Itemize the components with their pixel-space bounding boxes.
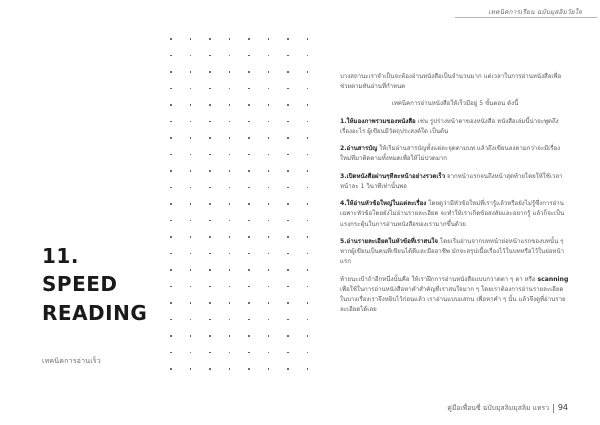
grid-dot (268, 368, 270, 370)
grid-dot (209, 335, 211, 337)
grid-dot (307, 236, 309, 238)
page-footer (447, 402, 568, 413)
grid-dot (307, 38, 309, 40)
step-text: เช่น รูปร่างหน้าตาของหนังสือ หนังสือเล่มนี้น่าจะพูดถึงเรื่องอะไร ผู้เขียนมีวัตถุประสงค์ใด เป็นต้น (340, 117, 559, 135)
grid-dot (170, 55, 172, 57)
grid-dot (170, 121, 172, 123)
grid-dot (209, 71, 211, 73)
grid-dot (190, 71, 192, 73)
grid-dot (209, 319, 211, 321)
grid-dot (268, 220, 270, 222)
grid-dot (209, 154, 211, 156)
grid-dot (268, 154, 270, 156)
grid-dot (248, 269, 250, 271)
grid-dot (248, 154, 250, 156)
grid-dot (248, 170, 250, 172)
grid-dot (190, 352, 192, 354)
grid-dot (229, 121, 231, 123)
grid-dot (190, 170, 192, 172)
grid-dot (209, 352, 211, 354)
grid-dot (229, 170, 231, 172)
chapter-number: 11. (42, 244, 79, 268)
grid-dot (248, 319, 250, 321)
grid-dot (170, 335, 172, 337)
grid-dot (190, 269, 192, 271)
grid-dot (229, 269, 231, 271)
grid-dot (170, 236, 172, 238)
grid-dot (170, 170, 172, 172)
grid-dot (287, 220, 289, 222)
grid-dot (229, 253, 231, 255)
grid-dot (248, 253, 250, 255)
grid-dot (307, 319, 309, 321)
grid-dot (229, 286, 231, 288)
grid-dot (209, 187, 211, 189)
grid-dot (170, 319, 172, 321)
grid-dot (268, 187, 270, 189)
grid-dot (248, 55, 250, 57)
step-text: โดยดูว่ามีหัวข้อใหม่ที่เรารู้แล้วหรือยังไม่รู้ซึ่งการอ่านเฉพาะหัวข้อโดยยังไม่อ่านรายละเอียด จะทำให้เราเกิดข้อสงสัยและอยากรู้ แล้วก็จะเป็นแรงกระตุ้นในการอ่านหนังสือของเรามากขึ้นด้วย (340, 200, 565, 228)
grid-dot (287, 71, 289, 73)
step-paragraph (340, 117, 570, 137)
grid-dot (248, 203, 250, 205)
grid-dot (287, 203, 289, 205)
grid-dot (209, 203, 211, 205)
grid-dot (209, 220, 211, 222)
step-paragraph (340, 199, 570, 230)
grid-dot (268, 170, 270, 172)
grid-dot (209, 236, 211, 238)
grid-dot (268, 55, 270, 57)
grid-dot (209, 170, 211, 172)
grid-dot (190, 137, 192, 139)
dot-grid-decoration (170, 38, 330, 386)
grid-dot (190, 236, 192, 238)
grid-dot (229, 154, 231, 156)
grid-dot (190, 88, 192, 90)
grid-dot (287, 38, 289, 40)
grid-dot (229, 302, 231, 304)
grid-dot (190, 220, 192, 222)
grid-dot (248, 286, 250, 288)
grid-dot (170, 187, 172, 189)
grid-dot (190, 121, 192, 123)
grid-dot (287, 269, 289, 271)
grid-dot (209, 55, 211, 57)
grid-dot (170, 104, 172, 106)
grid-dot (307, 170, 309, 172)
grid-dot (170, 88, 172, 90)
grid-dot (229, 368, 231, 370)
grid-dot (209, 368, 211, 370)
grid-dot (170, 137, 172, 139)
grid-dot (268, 253, 270, 255)
grid-dot (307, 137, 309, 139)
grid-dot (268, 319, 270, 321)
grid-dot (209, 286, 211, 288)
grid-dot (307, 253, 309, 255)
grid-dot (170, 302, 172, 304)
page-number: 94 (557, 403, 568, 412)
closing-text-pre: ท้ายนะเป้าถ้าอีกหนึ่งนั้นคือ ให้เราฝึกการอ่านหนังสือแบบกวาดตา ๆ ตา หรือ (340, 275, 538, 283)
grid-dot (248, 121, 250, 123)
grid-dot (209, 104, 211, 106)
grid-dot (248, 71, 250, 73)
grid-dot (307, 187, 309, 189)
grid-dot (268, 88, 270, 90)
grid-dot (248, 88, 250, 90)
grid-dot (190, 335, 192, 337)
grid-dot (287, 121, 289, 123)
body-text (340, 72, 570, 322)
grid-dot (190, 203, 192, 205)
footer-text: คู่มือเพื่อนซี่ ฉบับมุสลิมมุสลิม แทรว (447, 404, 550, 412)
grid-dot (170, 269, 172, 271)
grid-dot (287, 253, 289, 255)
closing-text-post: เพื่อใช้ในการอ่านหนังสือหาคำสำคัญที่เราสนใจมาก ๆ โดยเราต้องการอ่านรายละเอียดในบางเรื่องเราจึงหยิบไว้ก่อนแล้ว เราอ่านแบบแสกน เพื่อหาคำ ๆ นั้น แล้วจึงดูที่อ่านรายละเอียดได้เลย (340, 285, 566, 314)
grid-dot (268, 137, 270, 139)
grid-dot (248, 137, 250, 139)
footer-divider (553, 404, 554, 413)
grid-dot (170, 71, 172, 73)
grid-dot (190, 286, 192, 288)
grid-dot (190, 368, 192, 370)
grid-dot (307, 88, 309, 90)
grid-dot (248, 236, 250, 238)
grid-dot (229, 88, 231, 90)
grid-dot (248, 187, 250, 189)
grid-dot (229, 220, 231, 222)
chapter-title-line1: SPEED (42, 272, 118, 297)
grid-dot (170, 154, 172, 156)
grid-dot (307, 269, 309, 271)
grid-dot (268, 104, 270, 106)
grid-dot (190, 319, 192, 321)
step-title: 3.เปิดหนังสือผ่านๆทีละหน้าอย่างรวดเร็ว (340, 172, 446, 180)
grid-dot (248, 302, 250, 304)
grid-dot (229, 236, 231, 238)
grid-dot (307, 286, 309, 288)
step-paragraph (340, 144, 570, 164)
grid-dot (307, 220, 309, 222)
grid-dot (229, 55, 231, 57)
grid-dot (190, 104, 192, 106)
grid-dot (229, 352, 231, 354)
grid-dot (190, 253, 192, 255)
grid-dot (248, 352, 250, 354)
grid-dot (268, 269, 270, 271)
step-text: จากหน้าแรกจนถึงหน้าสุดท้ายโดยให้ใช้เวลาหน้าละ 1 วินาทีเท่านั้นพอ (340, 172, 563, 190)
grid-dot (229, 71, 231, 73)
lead-paragraph: เทคนิคการอ่านหนังสือให้เร็วมีอยู่ 5 ขั้นตอน ดังนี้ (391, 100, 519, 108)
grid-dot (287, 352, 289, 354)
grid-dot (307, 352, 309, 354)
grid-dot (287, 55, 289, 57)
grid-dot (190, 55, 192, 57)
grid-dot (209, 38, 211, 40)
step-paragraph (340, 172, 570, 192)
header-rule (455, 17, 597, 18)
grid-dot (229, 203, 231, 205)
grid-dot (170, 38, 172, 40)
grid-dot (268, 236, 270, 238)
grid-dot (268, 121, 270, 123)
grid-dot (307, 368, 309, 370)
grid-dot (268, 302, 270, 304)
chapter-heading (42, 242, 147, 327)
grid-dot (190, 187, 192, 189)
grid-dot (190, 302, 192, 304)
grid-dot (229, 38, 231, 40)
grid-dot (307, 335, 309, 337)
grid-dot (307, 203, 309, 205)
grid-dot (170, 368, 172, 370)
grid-dot (229, 335, 231, 337)
grid-dot (287, 236, 289, 238)
grid-dot (229, 319, 231, 321)
grid-dot (287, 104, 289, 106)
grid-dot (287, 319, 289, 321)
grid-dot (268, 71, 270, 73)
grid-dot (209, 88, 211, 90)
intro-paragraph: บางสถานะเราจำเป็นจะต้องอ่านหนังสือเป็นจำนวนมาก แต่เวลาในการอ่านหนังสือเพื่อช่วยตามทันอ่านที่กำหนด (340, 73, 562, 91)
grid-dot (307, 71, 309, 73)
closing-term: scanning (537, 275, 569, 283)
grid-dot (209, 137, 211, 139)
grid-dot (287, 137, 289, 139)
grid-dot (190, 38, 192, 40)
grid-dot (209, 269, 211, 271)
chapter-subtitle: เทคนิคการอ่านเร็ว (42, 357, 101, 365)
grid-dot (268, 203, 270, 205)
grid-dot (170, 352, 172, 354)
grid-dot (287, 302, 289, 304)
grid-dot (268, 38, 270, 40)
grid-dot (287, 368, 289, 370)
grid-dot (287, 187, 289, 189)
step-title: 1.ให้มองภาพรวมของหนังสือ (340, 117, 416, 125)
grid-dot (287, 154, 289, 156)
grid-dot (287, 286, 289, 288)
grid-dot (209, 121, 211, 123)
grid-dot (307, 154, 309, 156)
grid-dot (170, 203, 172, 205)
grid-dot (209, 302, 211, 304)
grid-dot (307, 121, 309, 123)
grid-dot (229, 187, 231, 189)
step-paragraph (340, 237, 570, 268)
grid-dot (229, 137, 231, 139)
grid-dot (307, 55, 309, 57)
grid-dot (307, 302, 309, 304)
grid-dot (307, 104, 309, 106)
grid-dot (209, 253, 211, 255)
step-text: โดยเริ่มอ่านจากบทหน้าย่อหน้าแรกของบทนั้น ๆ หากผู้เขียนเป็นคนที่เขียนได้ดีและมืออาชีพ มักจะสรุปเนื้อเรื่องไว้ในบทหรือไว้ในย่อหน้าแรก (340, 237, 565, 266)
grid-dot (287, 170, 289, 172)
grid-dot (268, 286, 270, 288)
grid-dot (248, 335, 250, 337)
running-header: เทคนิคการเรียน ฉบับมุสลิมวัยใจ (488, 8, 582, 16)
grid-dot (170, 220, 172, 222)
grid-dot (248, 104, 250, 106)
grid-dot (190, 154, 192, 156)
grid-dot (229, 104, 231, 106)
closing-paragraph (340, 275, 570, 316)
grid-dot (248, 368, 250, 370)
grid-dot (170, 286, 172, 288)
grid-dot (268, 335, 270, 337)
step-text: ให้เริ่มอ่านสารบัญทั้งแต่ละจุดตามบท แล้วถึงเขียนลงตามกว่าจะมีเรื่องใหม่ที่มาติดตามทั้งหมดเพื่อให้ไม่ปวดมาก (340, 145, 561, 163)
grid-dot (287, 88, 289, 90)
chapter-title-line2: READING (42, 300, 148, 325)
grid-dot (170, 253, 172, 255)
grid-dot (268, 352, 270, 354)
step-title: 2.อ่านสารบัญ (340, 145, 378, 153)
step-title: 4.ให้อ่านหัวข้อใหญ่ในแต่ละเรื่อง (340, 200, 427, 208)
grid-dot (287, 335, 289, 337)
step-title: 5.อ่านรายละเอียดในหัวข้อที่เราสนใจ (340, 237, 438, 245)
grid-dot (248, 38, 250, 40)
grid-dot (248, 220, 250, 222)
